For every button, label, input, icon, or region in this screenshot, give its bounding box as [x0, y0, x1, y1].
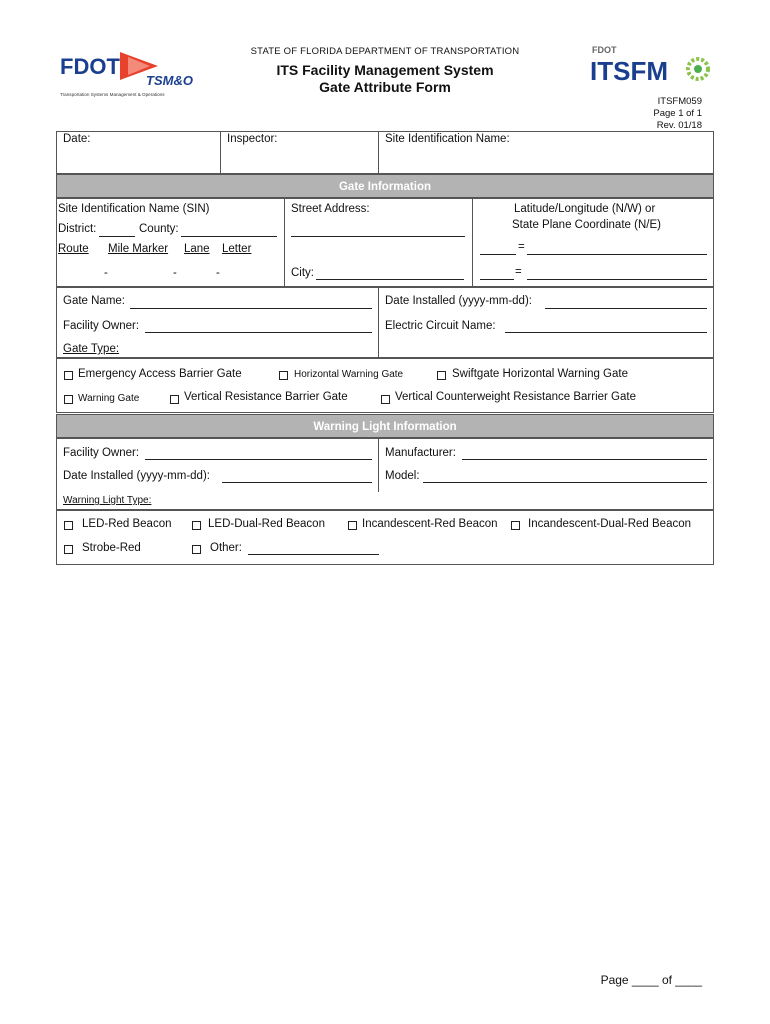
light-type-other-input[interactable] [248, 554, 379, 555]
manufacturer-input[interactable] [462, 459, 707, 460]
light-facility-owner-input[interactable] [145, 459, 372, 460]
site-name-field[interactable]: Site Identification Name: [385, 133, 510, 145]
gate-type-option-5: Vertical Resistance Barrier Gate [184, 391, 348, 403]
light-type-option-1: LED-Red Beacon [82, 518, 172, 530]
gate-type-options [56, 358, 714, 413]
svg-text:FDOT: FDOT [60, 54, 120, 79]
form-number: ITSFM059 [657, 96, 702, 107]
state-plane-label: State Plane Coordinate (N/E) [512, 219, 661, 231]
form-title: ITS Facility Management System [276, 62, 494, 78]
gate-type-checkbox-6[interactable] [381, 395, 390, 404]
gate-type-label: Gate Type: [63, 343, 120, 355]
latlon-label: Latitude/Longitude (N/W) or [514, 203, 656, 215]
county-input[interactable] [181, 236, 277, 237]
city-input[interactable] [316, 279, 464, 280]
gate-type-checkbox-3[interactable] [437, 371, 446, 380]
manufacturer-label: Manufacturer: [385, 447, 456, 459]
inspector-field[interactable]: Inspector: [227, 133, 278, 145]
coord-1a-input[interactable] [480, 254, 516, 255]
light-type-checkbox-2[interactable] [192, 521, 201, 530]
light-type-option-6: Other: [210, 542, 242, 554]
city-label: City: [291, 267, 314, 279]
light-type-option-2: LED-Dual-Red Beacon [208, 518, 325, 530]
coord-1b-input[interactable] [527, 254, 707, 255]
electric-circuit-label: Electric Circuit Name: [385, 320, 496, 332]
svg-text:TSM&O: TSM&O [146, 73, 193, 88]
gate-facility-owner-input[interactable] [145, 332, 372, 333]
lane-dash: - [216, 267, 220, 279]
coord-2b-input[interactable] [527, 279, 707, 280]
form-subtitle: Gate Attribute Form [319, 79, 451, 95]
gate-name-label: Gate Name: [63, 295, 125, 307]
mile-marker-label: Mile Marker [108, 243, 169, 255]
light-type-option-5: Strobe-Red [82, 542, 141, 554]
district-input[interactable] [99, 236, 135, 237]
page-counter: Page ____ of ____ [600, 973, 702, 987]
gate-type-option-2: Horizontal Warning Gate [294, 369, 404, 380]
county-label: County: [139, 223, 179, 235]
form-revision: Rev. 01/18 [656, 120, 702, 131]
light-type-checkbox-6[interactable] [192, 545, 201, 554]
gate-type-checkbox-4[interactable] [64, 395, 73, 404]
form-id-block [653, 96, 702, 132]
light-date-installed-input[interactable] [222, 482, 372, 483]
date-field[interactable]: Date: [63, 133, 91, 145]
light-type-checkbox-3[interactable] [348, 521, 357, 530]
electric-circuit-input[interactable] [505, 332, 707, 333]
svg-text:Transportation Systems Managem: Transportation Systems Management & Operations [60, 92, 165, 97]
gate-type-checkbox-1[interactable] [64, 371, 73, 380]
gate-type-option-6: Vertical Counterweight Resistance Barrier Gate [395, 391, 636, 403]
light-type-option-3: Incandescent-Red Beacon [362, 518, 498, 530]
route-label: Route [58, 243, 89, 255]
light-type-checkbox-1[interactable] [64, 521, 73, 530]
district-label: District: [58, 223, 97, 235]
coord-1-eq: = [518, 241, 525, 253]
light-type-checkbox-4[interactable] [511, 521, 520, 530]
gate-date-installed-input[interactable] [545, 308, 707, 309]
lane-label: Lane [184, 243, 210, 255]
gate-date-installed-label: Date Installed (yyyy-mm-dd): [385, 295, 532, 307]
department-name: STATE OF FLORIDA DEPARTMENT OF TRANSPORTATION [250, 46, 520, 57]
street-address-label: Street Address: [291, 203, 370, 215]
light-date-installed-label: Date Installed (yyyy-mm-dd): [63, 470, 210, 482]
model-input[interactable] [423, 482, 707, 483]
route-dash: - [104, 267, 108, 279]
light-type-option-4: Incandescent-Dual-Red Beacon [528, 518, 692, 530]
form-page: Page 1 of 1 [653, 108, 702, 119]
svg-text:FDOT: FDOT [592, 45, 617, 55]
model-label: Model: [385, 470, 420, 482]
letter-label: Letter [222, 243, 252, 255]
sin-label: Site Identification Name (SIN) [58, 203, 210, 215]
warning-light-type-label: Warning Light Type: [63, 495, 152, 506]
gate-type-option-4: Warning Gate [78, 393, 140, 404]
gate-information-header: Gate Information [56, 174, 714, 198]
gate-facility-owner-label: Facility Owner: [63, 320, 140, 332]
gate-type-option-3: Swiftgate Horizontal Warning Gate [452, 368, 628, 380]
gate-type-checkbox-5[interactable] [170, 395, 179, 404]
coord-2-eq: = [515, 266, 522, 278]
mile-dash: - [173, 267, 177, 279]
svg-text:ITSFM: ITSFM [590, 56, 668, 86]
light-type-checkbox-5[interactable] [64, 545, 73, 554]
light-facility-owner-label: Facility Owner: [63, 447, 140, 459]
gate-name-input[interactable] [130, 308, 372, 309]
coord-2a-input[interactable] [480, 279, 514, 280]
gate-type-checkbox-2[interactable] [279, 371, 288, 380]
street-address-input[interactable] [291, 236, 465, 237]
gate-type-option-1: Emergency Access Barrier Gate [78, 368, 242, 380]
warning-light-header: Warning Light Information [56, 414, 714, 438]
